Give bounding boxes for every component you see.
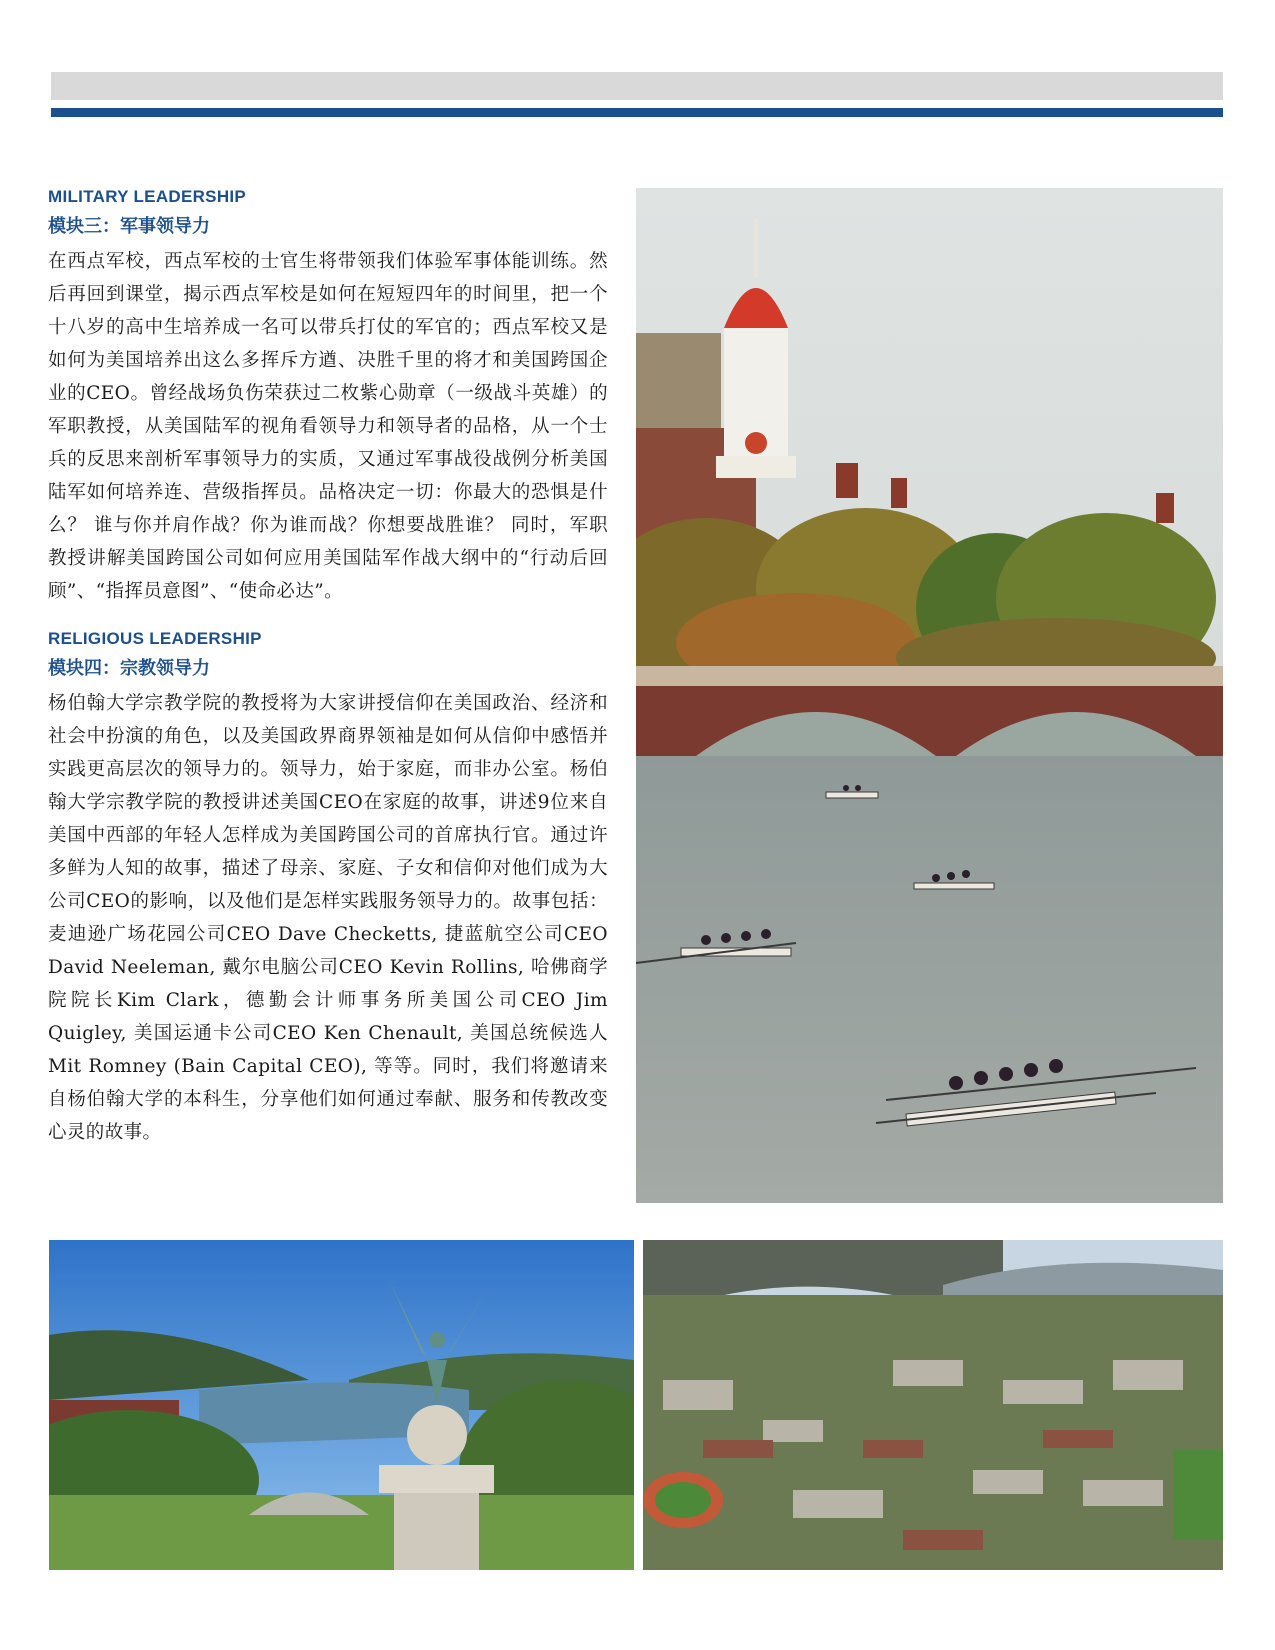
military-heading-en: MILITARY LEADERSHIP <box>48 187 247 206</box>
header-gray-band <box>51 72 1223 100</box>
military-heading-cn: 模块三：军事领导力 <box>48 216 210 237</box>
religious-heading-cn: 模块四：宗教领导力 <box>48 658 210 679</box>
text-column <box>48 184 608 1149</box>
religious-body: 杨伯翰大学宗教学院的教授将为大家讲授信仰在美国政治、经济和社会中扮演的角色，以及美国政界商界领袖是如何从信仰中感悟并实践更高层次的领导力的。领导力，始于家庭，而非办公室。杨伯翰大学宗教学院的教授讲述美国CEO在家庭的故事，讲述9位来自美国中西部的年轻人怎样成为美国跨国公司的首席执行官。通过许多鲜为人知的故事，描述了母亲、家庭、子女和信仰对他们成为大公司CEO的影响，以及他们是怎样实践服务领导力的。故事包括：麦迪逊广场花园公司CEO Dave Checketts, 捷蓝航空公司CEO David Neeleman, 戴尔电脑公司CEO Kevin Rollins, 哈佛商学院院长Kim Clark，德勤会计师事务所美国公司CEO Jim Quigley, 美国运通卡公司CEO Ken Chenault, 美国总统候选人Mit Romney (Bain Capital CEO), 等等。同时，我们将邀请来自杨伯翰大学的本科生，分享他们如何通过奉献、服务和传教改变心灵的故事。 <box>48 693 608 1143</box>
header-blue-rule <box>51 108 1223 117</box>
religious-heading-en: RELIGIOUS LEADERSHIP <box>48 629 262 648</box>
byu-campus-aerial-photo <box>643 1240 1223 1570</box>
west-point-statue-photo <box>49 1240 634 1570</box>
harvard-river-rowing-photo <box>636 188 1223 1203</box>
military-body: 在西点军校，西点军校的士官生将带领我们体验军事体能训练。然后再回到课堂，揭示西点军校是如何在短短四年的时间里，把一个十八岁的高中生培养成一名可以带兵打仗的军官的；西点军校又是如何为美国培养出这么多挥斥方遒、决胜千里的将才和美国跨国企业的CEO。曾经战场负伤荣获过二枚紫心勋章（一级战斗英雄）的军职教授，从美国陆军的视角看领导力和领导者的品格，从一个士兵的反思来剖析军事领导力的实质，又通过军事战役战例分析美国陆军如何培养连、营级指挥员。品格决定一切：你最大的恐惧是什么？ 谁与你并肩作战？你为谁而战？你想要战胜谁？ 同时，军职教授讲解美国跨国公司如何应用美国陆军作战大纲中的“行动后回顾”、“指挥员意图”、“使命必达”。 <box>48 251 608 602</box>
